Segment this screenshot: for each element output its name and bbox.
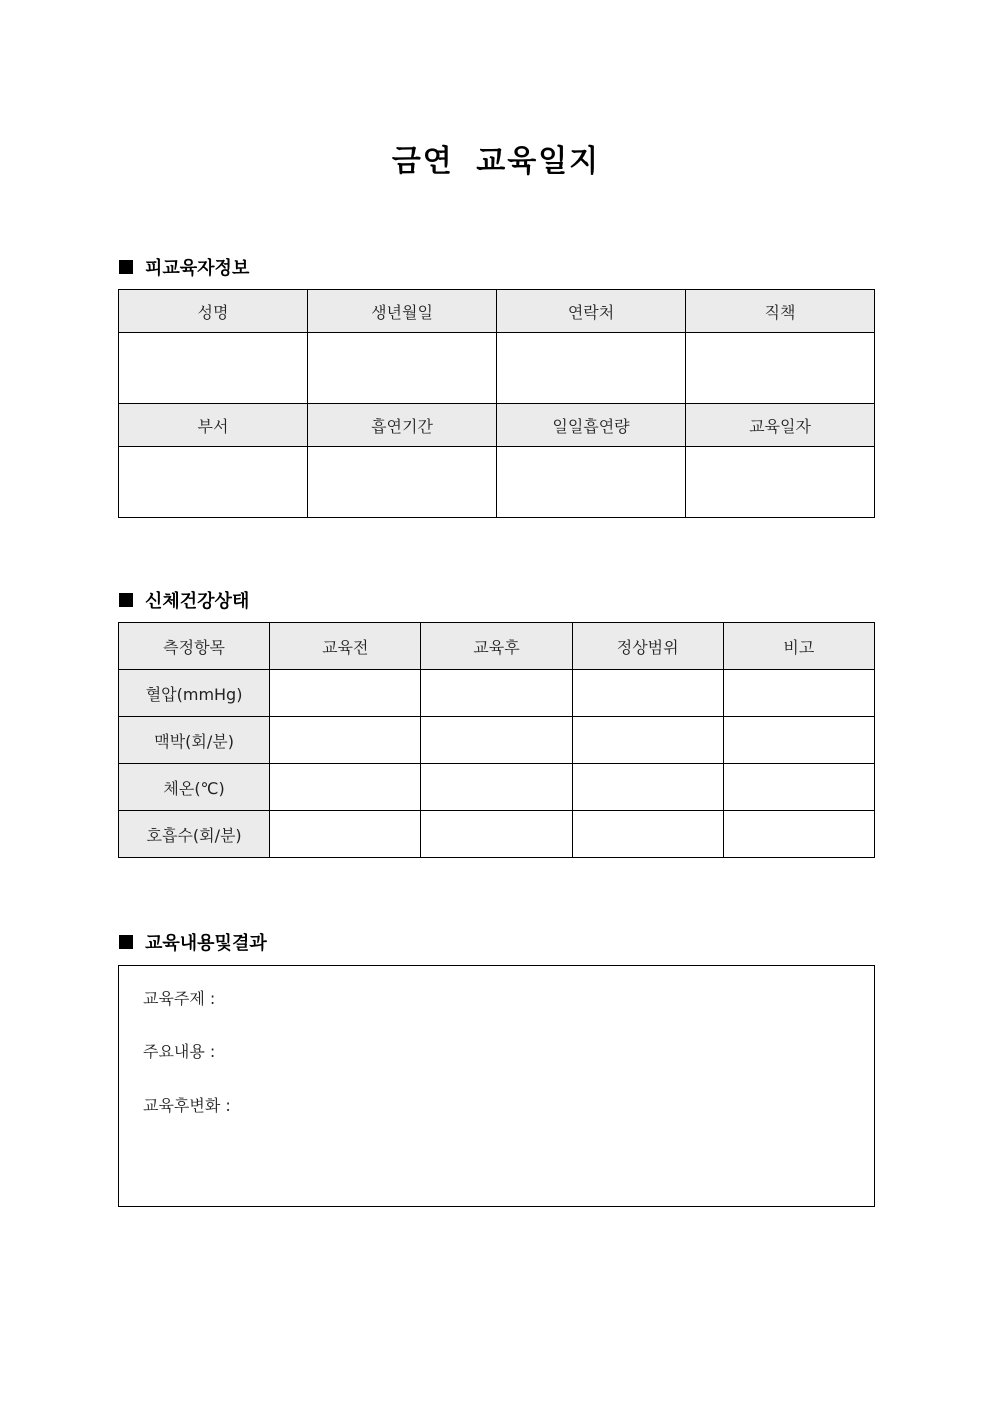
- cell-normal-range[interactable]: [572, 811, 723, 858]
- row-label: 호흡수(회/분): [119, 811, 270, 858]
- table-row: [119, 717, 875, 764]
- cell-department[interactable]: [119, 447, 308, 518]
- cell-contact[interactable]: [497, 333, 686, 404]
- cell-smoking-period[interactable]: [308, 447, 497, 518]
- main-content-label: 주요내용 :: [143, 1042, 216, 1061]
- header-birthdate: 생년월일: [308, 290, 497, 333]
- table-header-row: [119, 404, 875, 447]
- section-title: 교육내용및결과: [145, 933, 267, 954]
- header-department: 부서: [119, 404, 308, 447]
- header-contact: 연락처: [497, 290, 686, 333]
- table-row: [119, 764, 875, 811]
- health-status-table: [118, 622, 875, 858]
- header-education-date: 교육일자: [686, 404, 875, 447]
- section-heading-health-status: [119, 587, 249, 613]
- square-bullet-icon: [119, 593, 133, 607]
- square-bullet-icon: [119, 935, 133, 949]
- education-result-box[interactable]: [118, 965, 875, 1207]
- table-row: [119, 811, 875, 858]
- cell-note[interactable]: [723, 764, 874, 811]
- cell-after[interactable]: [421, 764, 572, 811]
- cell-normal-range[interactable]: [572, 670, 723, 717]
- header-name: 성명: [119, 290, 308, 333]
- header-smoking-period: 흡연기간: [308, 404, 497, 447]
- section-heading-trainee-info: [119, 254, 249, 280]
- cell-position[interactable]: [686, 333, 875, 404]
- education-topic-label: 교육주제 :: [143, 989, 216, 1008]
- table-header-row: [119, 623, 875, 670]
- cell-after[interactable]: [421, 670, 572, 717]
- row-label: 체온(℃): [119, 764, 270, 811]
- row-label: 혈압(mmHg): [119, 670, 270, 717]
- cell-note[interactable]: [723, 670, 874, 717]
- cell-normal-range[interactable]: [572, 764, 723, 811]
- section-title: 피교육자정보: [145, 258, 250, 279]
- header-position: 직책: [686, 290, 875, 333]
- cell-after[interactable]: [421, 717, 572, 764]
- section-heading-education-result: [119, 929, 267, 955]
- cell-before[interactable]: [270, 764, 421, 811]
- cell-daily-smoking[interactable]: [497, 447, 686, 518]
- table-row: [119, 447, 875, 518]
- square-bullet-icon: [119, 260, 133, 274]
- table-header-row: [119, 290, 875, 333]
- cell-before[interactable]: [270, 811, 421, 858]
- table-row: [119, 333, 875, 404]
- header-daily-smoking: 일일흡연량: [497, 404, 686, 447]
- trainee-info-table: [118, 289, 875, 518]
- row-label: 맥박(회/분): [119, 717, 270, 764]
- cell-education-date[interactable]: [686, 447, 875, 518]
- header-note: 비고: [723, 623, 874, 670]
- cell-after[interactable]: [421, 811, 572, 858]
- header-after: 교육후: [421, 623, 572, 670]
- header-item: 측정항목: [119, 623, 270, 670]
- header-before: 교육전: [270, 623, 421, 670]
- cell-normal-range[interactable]: [572, 717, 723, 764]
- cell-name[interactable]: [119, 333, 308, 404]
- post-education-change-label: 교육후변화 :: [143, 1096, 231, 1115]
- page-title: 금연 교육일지: [391, 144, 601, 179]
- cell-note[interactable]: [723, 717, 874, 764]
- cell-note[interactable]: [723, 811, 874, 858]
- cell-birthdate[interactable]: [308, 333, 497, 404]
- header-normal-range: 정상범위: [572, 623, 723, 670]
- cell-before[interactable]: [270, 717, 421, 764]
- table-row: [119, 670, 875, 717]
- cell-before[interactable]: [270, 670, 421, 717]
- section-title: 신체건강상태: [145, 591, 250, 612]
